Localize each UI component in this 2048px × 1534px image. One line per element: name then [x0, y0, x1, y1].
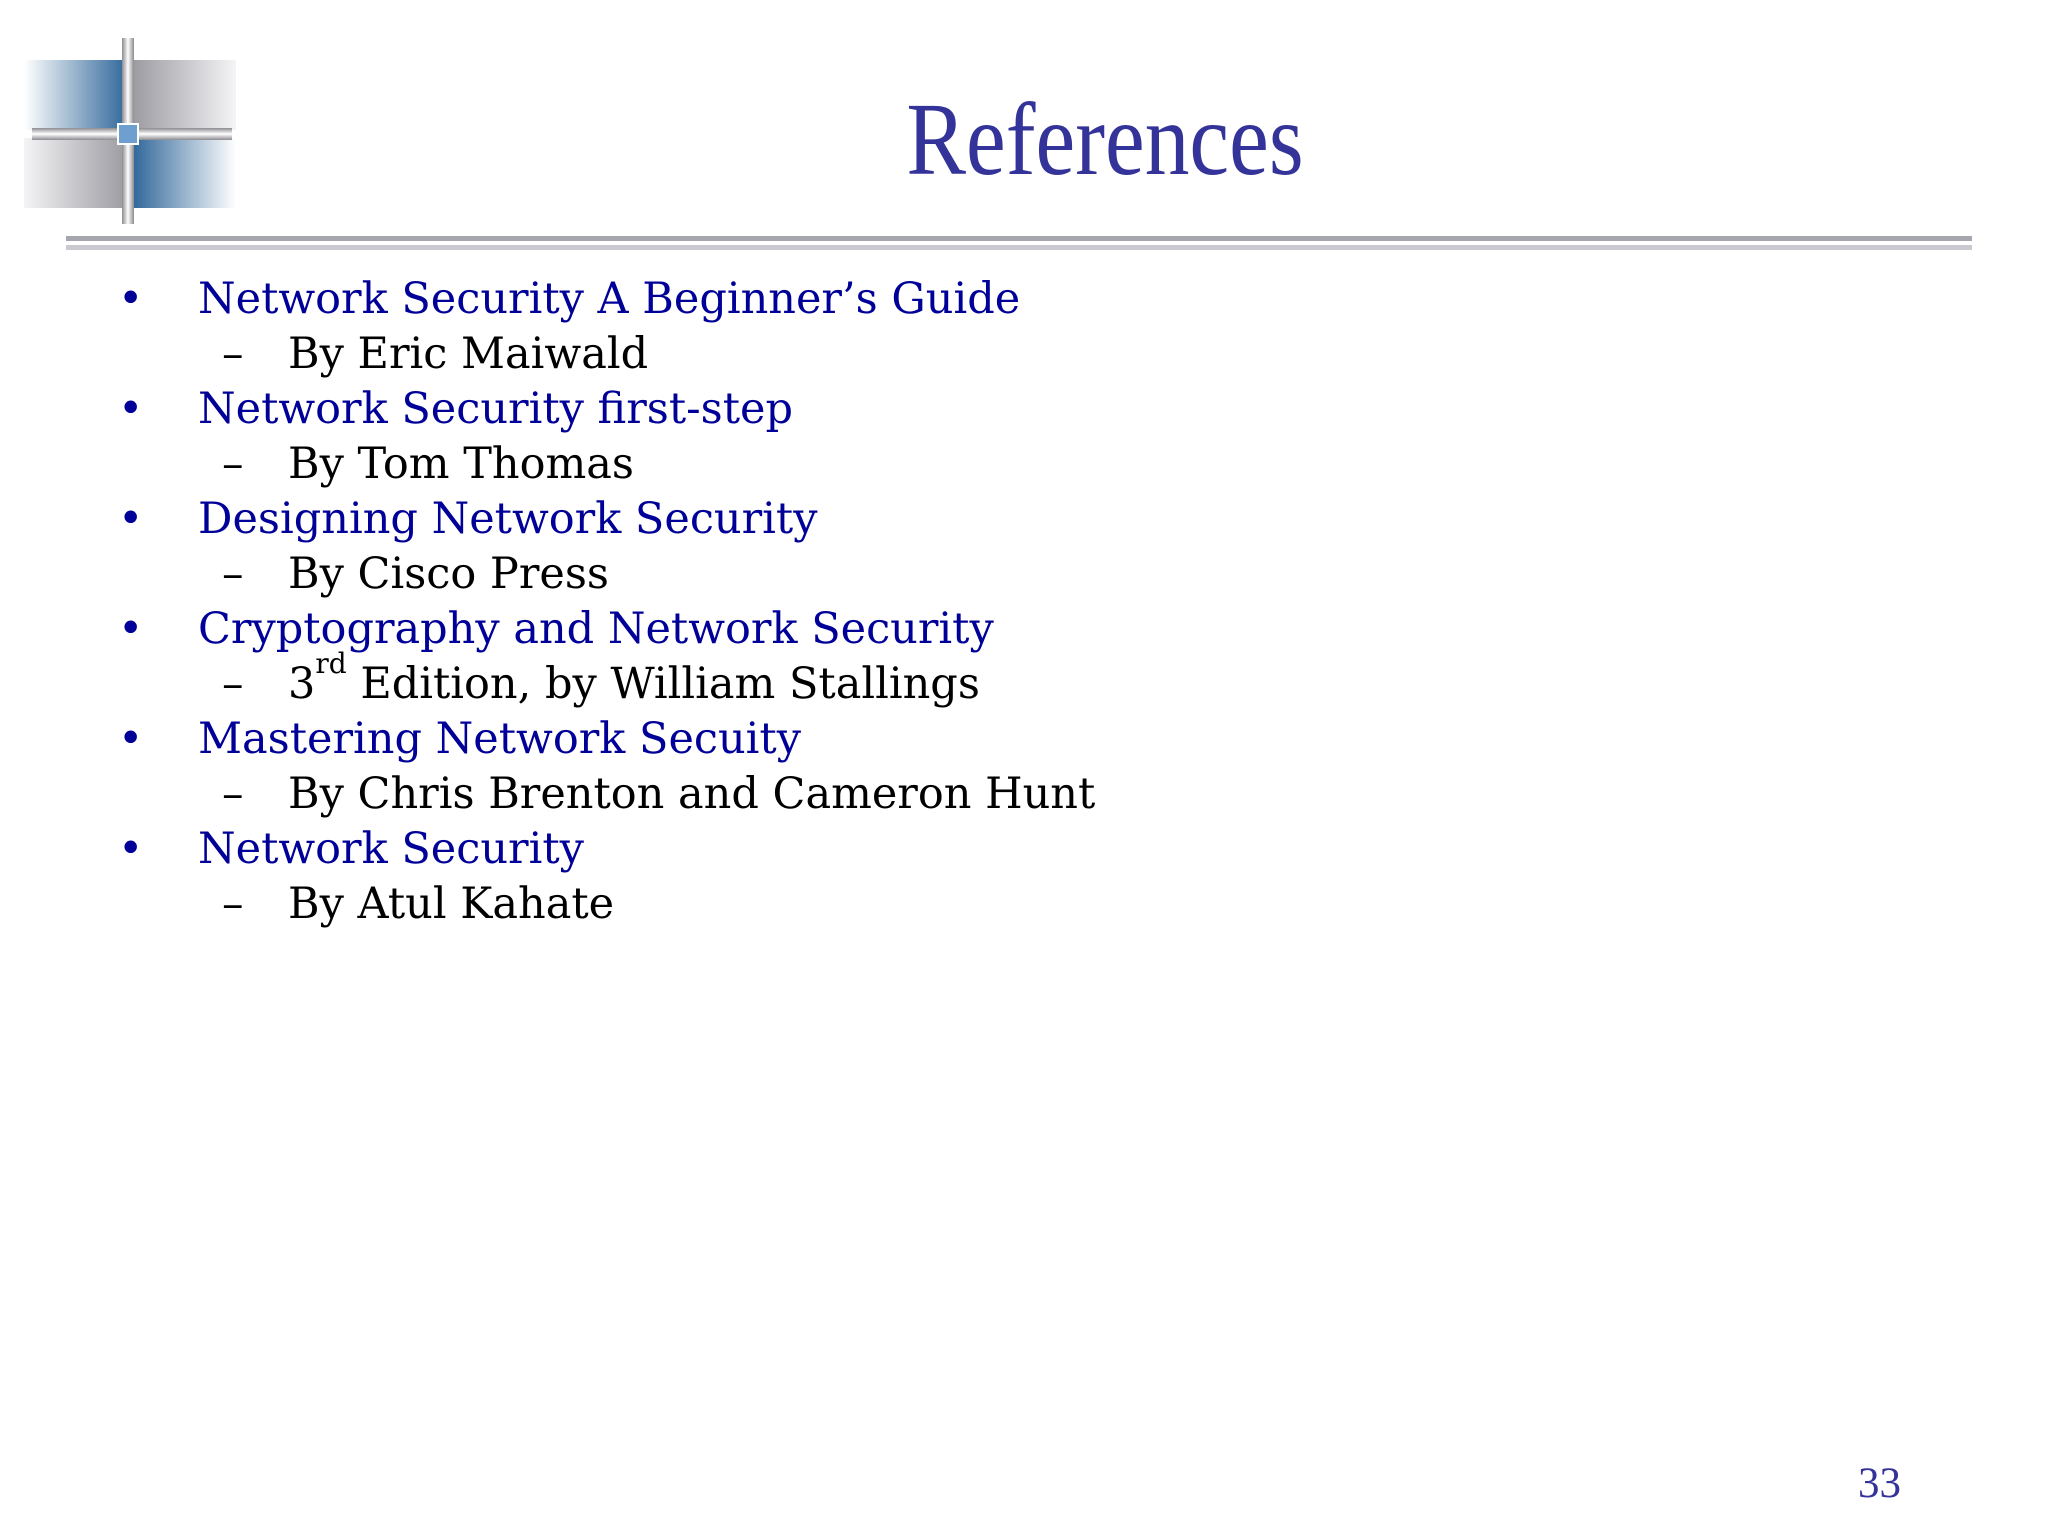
- book-title: Network Security A Beginner’s Guide: [198, 274, 1021, 324]
- bullet: •: [118, 714, 144, 764]
- book-title: Designing Network Security: [198, 494, 818, 544]
- edition-ordinal-suffix: rd: [315, 646, 347, 680]
- reference-title-row: [0, 492, 2048, 547]
- page-number: 33: [1858, 1460, 1901, 1507]
- bullet: •: [118, 604, 144, 654]
- book-title: Network Security: [198, 824, 584, 874]
- reference-title-row: [0, 602, 2048, 657]
- reference-detail-row: [0, 327, 2048, 382]
- reference-title-row: [0, 382, 2048, 437]
- book-author: By Atul Kahate: [288, 879, 615, 929]
- dash: –: [222, 659, 244, 709]
- reference-detail-row: [0, 437, 2048, 492]
- book-title: Cryptography and Network Security: [198, 604, 994, 654]
- bullet: •: [118, 274, 144, 324]
- book-author: By Tom Thomas: [288, 439, 634, 489]
- dash: –: [222, 329, 244, 379]
- book-title: Network Security first-step: [198, 384, 793, 434]
- title-divider-top: [66, 236, 1972, 241]
- book-edition-author: [288, 646, 980, 712]
- dash: –: [222, 549, 244, 599]
- reference-title-row: [0, 712, 2048, 767]
- reference-title-row: [0, 272, 2048, 327]
- slide-title: References: [906, 82, 1304, 197]
- title-divider-bottom: [66, 245, 1972, 250]
- edition-author-text: Edition, by William Stallings: [346, 659, 980, 709]
- reference-title-row: [0, 822, 2048, 877]
- dash: –: [222, 769, 244, 819]
- reference-detail-row: [0, 877, 2048, 932]
- dash: –: [222, 439, 244, 489]
- bullet: •: [118, 494, 144, 544]
- reference-detail-row: [0, 646, 2048, 712]
- book-title: Mastering Network Secuity: [198, 714, 801, 764]
- edition-number: 3: [288, 659, 316, 709]
- book-author: By Eric Maiwald: [288, 329, 649, 379]
- dash: –: [222, 879, 244, 929]
- reference-detail-row: [0, 767, 2048, 822]
- bullet: •: [118, 384, 144, 434]
- reference-list: [0, 272, 2048, 932]
- reference-detail-row: [0, 547, 2048, 602]
- bullet: •: [118, 824, 144, 874]
- book-author: By Chris Brenton and Cameron Hunt: [288, 769, 1096, 819]
- book-author: By Cisco Press: [288, 549, 609, 599]
